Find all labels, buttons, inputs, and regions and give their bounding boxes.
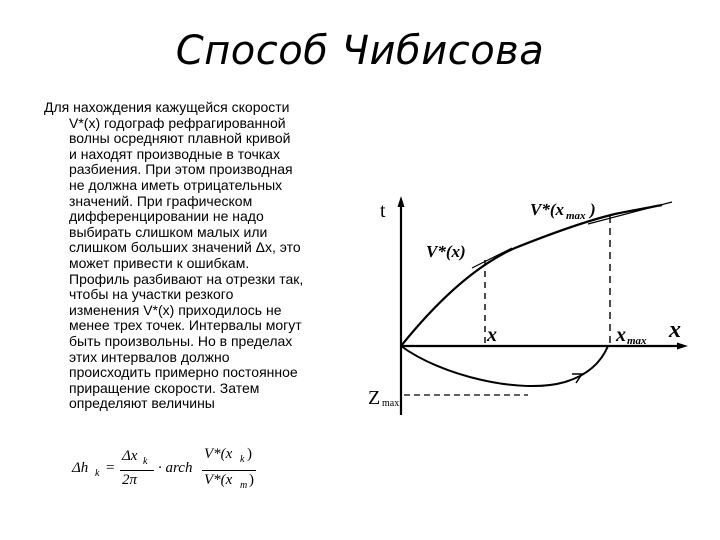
text-line: выбирать слишком малых или <box>69 223 268 240</box>
ray-path <box>401 346 608 386</box>
t-axis-label: t <box>380 200 386 222</box>
slide-title: Способ Чибисова <box>175 28 545 74</box>
curve-label-xmax-sub: max <box>566 210 586 222</box>
text-line: этих интервалов должно <box>69 348 230 365</box>
text-line: Для нахождения кажущейся скорости <box>44 99 290 115</box>
text-line: не должна иметь отрицательных <box>69 176 283 193</box>
text-line: изменения V*(x) приходилось не <box>69 301 282 318</box>
tangent-line-x <box>472 248 512 268</box>
zmax-label-sub: max <box>382 398 400 409</box>
text-line: слишком больших значений Δx, это <box>69 239 301 256</box>
text-line: может привести к ошибкам. <box>69 254 250 271</box>
text-line: быть произвольны. Но в пределах <box>69 332 293 349</box>
formula-num2-sub: k <box>240 454 245 465</box>
body-text <box>44 100 364 412</box>
formula-lhs: Δh <box>72 460 89 476</box>
text-line: чтобы на участки резкого <box>69 286 234 303</box>
text-line: Профиль разбивают на отрезки так, <box>69 270 304 287</box>
text-line: значений. При графическом <box>69 192 253 209</box>
point-x-label: x <box>487 324 497 346</box>
text-line: приращение скорости. Затем <box>69 379 260 396</box>
formula-num2-close: ) <box>247 446 252 462</box>
formula-den1: 2π <box>122 472 138 488</box>
formula-arch: · arch <box>158 460 193 476</box>
fraction-bar <box>120 470 154 471</box>
curve-label-x: V*(x) <box>426 242 466 261</box>
text-line: происходить примерно постоянное <box>69 364 298 381</box>
text-line: менее трех точек. Интервалы могут <box>69 317 302 334</box>
x-axis-label: x <box>669 317 681 343</box>
formula-lhs-sub: k <box>95 468 100 479</box>
fraction-bar <box>202 470 256 471</box>
text-line: V*(x) годограф рефрагированной <box>69 114 286 131</box>
curve-label-xmax-close: ) <box>590 200 596 219</box>
text-line: волны осредняют плавной кривой <box>69 130 291 147</box>
text-line: разбиения. При этом производная <box>69 161 293 178</box>
x-axis-arrow-icon <box>677 343 688 350</box>
t-axis-arrow-icon <box>398 196 405 207</box>
point-xmax-sub: max <box>627 335 647 347</box>
tangent-line-xmax <box>588 202 672 224</box>
text-line: дифференцировании не надо <box>69 208 264 225</box>
zmax-label: Z <box>368 387 381 409</box>
curve-label-xmax: V*(x <box>530 200 564 219</box>
formula-den2-sub: m <box>240 480 248 491</box>
formula-num1: Δx <box>122 448 138 464</box>
formula-den2-close: ) <box>249 472 254 488</box>
point-xmax-label: x <box>616 324 626 346</box>
formula-den2: V*(x <box>204 472 233 488</box>
formula-num1-sub: k <box>143 456 148 467</box>
formula <box>72 446 272 494</box>
formula-num2: V*(x <box>204 446 233 462</box>
text-line: и находят производные в точках <box>69 145 280 162</box>
hodograph-diagram <box>360 190 700 420</box>
formula-equals: = <box>106 460 115 476</box>
text-line: определяют величины <box>69 395 215 412</box>
